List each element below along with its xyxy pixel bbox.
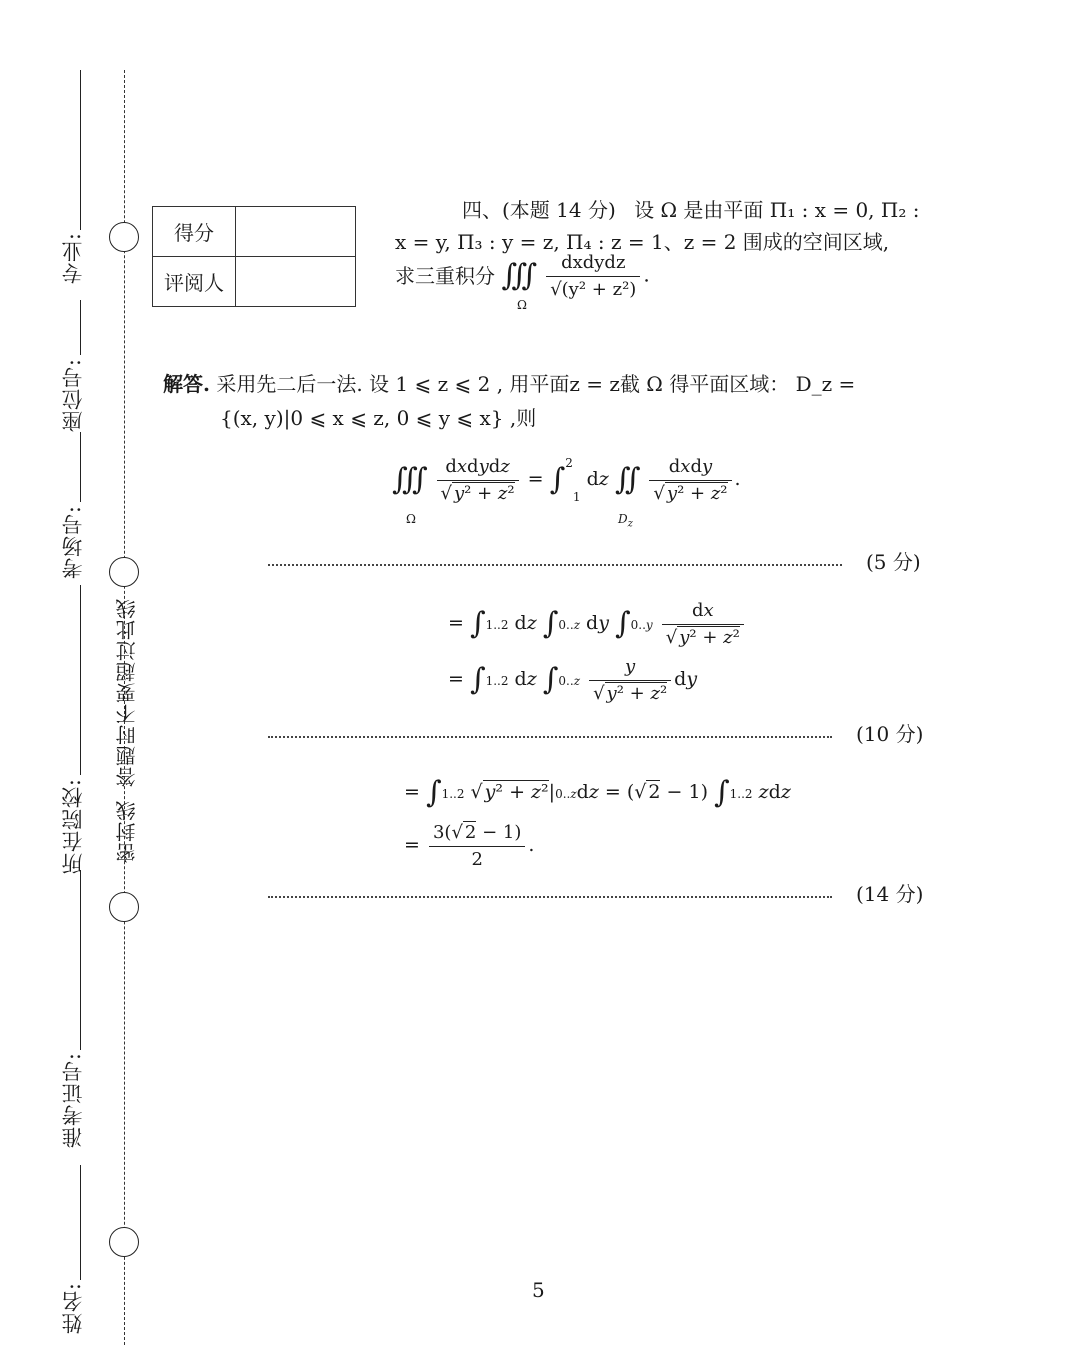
dotted-leader	[268, 564, 842, 566]
field-seat: 座位号:	[61, 358, 85, 433]
points-5: (5 分)	[866, 550, 921, 574]
grader-label: 评阅人	[153, 257, 236, 307]
score-label: 得分	[153, 207, 236, 257]
score-cell[interactable]	[236, 207, 356, 257]
solution-text-1: 采用先二后一法. 设 1 ⩽ z ⩽ 2 , 用平面z = z截 Ω 得平面区域： D_z =	[216, 372, 856, 396]
problem-line-3: 求三重积分 ∭ $\frac{\text{dxdydz}}{\text{√(y² + z²)}}$ .	[395, 252, 650, 300]
problem-prefix: 求三重积分	[395, 264, 495, 289]
equation-3a: = ∫1..2 √ y² + z²|0..zdz = (√ 2 − 1) ∫1..2 zdz	[404, 775, 791, 810]
dotted-leader	[268, 896, 832, 898]
triple-integral-symbol: ∭	[501, 258, 537, 294]
points-14: (14 分)	[856, 882, 924, 906]
grader-cell[interactable]	[236, 257, 356, 307]
problem-line-1	[462, 198, 919, 222]
equation-1: ∭ $\frac{\text{dxdydz}}{\text{√ y² + z²}}$ = ∫$^2$1 dz ∬ $\frac{\text{dxdy}}{\text{√ y² + z²}}$ .	[392, 456, 741, 504]
problem-heading: 四、(本题 14 分)	[462, 198, 616, 222]
seal-warning: 答题时不要超过此线	[115, 598, 139, 787]
field-ticket-number: 准考证号:	[61, 1052, 85, 1149]
integral-region: Ω	[517, 298, 527, 312]
score-table	[152, 206, 356, 307]
solution-line-2: {(x, y)|0 ⩽ x ⩽ z, 0 ⩽ y ⩽ x} ,则	[220, 406, 537, 430]
dotted-leader	[268, 736, 832, 738]
field-exam-room: 考场号:	[61, 505, 85, 580]
points-10: (10 分)	[856, 722, 924, 746]
equation-2a: = ∫1..2 dz ∫0..z dy ∫0..y $\frac{dx}{\text{√ y² + z²}}$	[448, 600, 747, 648]
seal-note	[112, 598, 141, 787]
binding-hole	[109, 1227, 139, 1257]
solution-line-1	[163, 372, 855, 396]
field-name: 姓名:	[61, 1282, 85, 1335]
binding-hole	[109, 222, 139, 252]
page-number: 5	[532, 1278, 545, 1302]
integrand-numerator: dxdydz	[546, 252, 640, 277]
seal-label: 密封线	[115, 800, 139, 863]
solution-label: 解答.	[163, 372, 210, 396]
binding-hole	[109, 557, 139, 587]
binding-hole	[109, 892, 139, 922]
equation-2b: = ∫1..2 dz ∫0..z $\frac{y}{\text{√ y² + z²}}$ dy	[448, 656, 698, 704]
integrand-denominator: √(y² + z²)	[550, 278, 637, 300]
field-major: 专业:	[61, 232, 85, 285]
field-school: 所在院校:	[61, 778, 85, 875]
equation-3b: = $\frac{3(√ 2 - 1)}{2}$ .	[404, 822, 535, 870]
problem-line-2: x = y, Π₃ : y = z, Π₄ : z = 1、z = 2 围成的空间区域,	[395, 230, 890, 254]
problem-text-1: 设 Ω 是由平面 Π₁ : x = 0, Π₂ :	[634, 198, 920, 222]
problem-integrand	[546, 252, 640, 300]
